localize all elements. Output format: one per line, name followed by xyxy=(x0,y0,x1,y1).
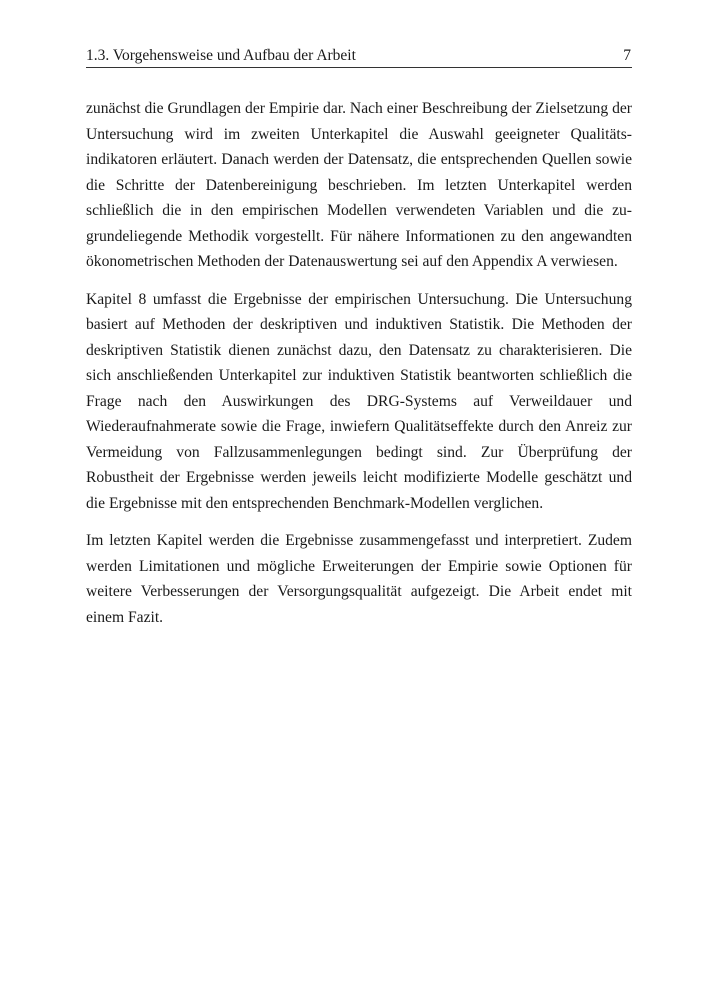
page-number: 7 xyxy=(623,47,631,64)
running-header xyxy=(86,46,632,68)
paragraph: zunächst die Grundlagen der Empirie dar. Nach einer Beschreibung der Zielsetzung der Untersuchung wird im zweiten Unterkapitel die Auswahl geeigneter Qualitätsindikatoren erläutert. Danach werden der Datensatz, die entsprechenden Quellen sowie die Schritte der Datenbereinigung beschrieben. Im letzten Unterkapitel werden schließlich die in den empirischen Modellen verwendeten Variablen und die zugrundeliegende Methodik vorgestellt. Für nähere Informationen zu den angewandten ökonometrischen Methoden der Datenauswertung sei auf den Appendix A verwiesen. xyxy=(86,100,632,270)
paragraph: Kapitel 8 umfasst die Ergebnisse der empirischen Untersuchung. Die Untersuchung basiert auf Methoden der deskriptiven und induktiven Statistik. Die Methoden der deskriptiven Statistik dienen zunächst dazu, den Datensatz zu charakterisieren. Die sich anschließenden Unterkapitel zur induktiven Statistik beantworten schließlich die Frage nach den Auswirkungen des DRG-Systems auf Verweildauer und Wiederaufnahmerate sowie die Frage, inwiefern Qualitätseffekte durch den Anreiz zur Vermeidung von Fallzusammenlegungen bedingt sind. Zur Überprüfung der Robustheit der Ergebnisse werden jeweils leicht modifizierte Modelle geschätzt und die Ergebnisse mit den entsprechenden Benchmark-Modellen verglichen. xyxy=(86,290,632,512)
body-text xyxy=(86,96,632,642)
section-title: 1.3. Vorgehensweise und Aufbau der Arbeit xyxy=(86,47,356,64)
paragraph: Im letzten Kapitel werden die Ergebnisse zusammengefasst und interpretiert. Zudem werden Limitationen und mögliche Erweiterungen der Empirie sowie Optionen für weitere Verbesserungen der Versorgungsqualität aufgezeigt. Die Arbeit endet mit einem Fazit. xyxy=(86,532,632,626)
